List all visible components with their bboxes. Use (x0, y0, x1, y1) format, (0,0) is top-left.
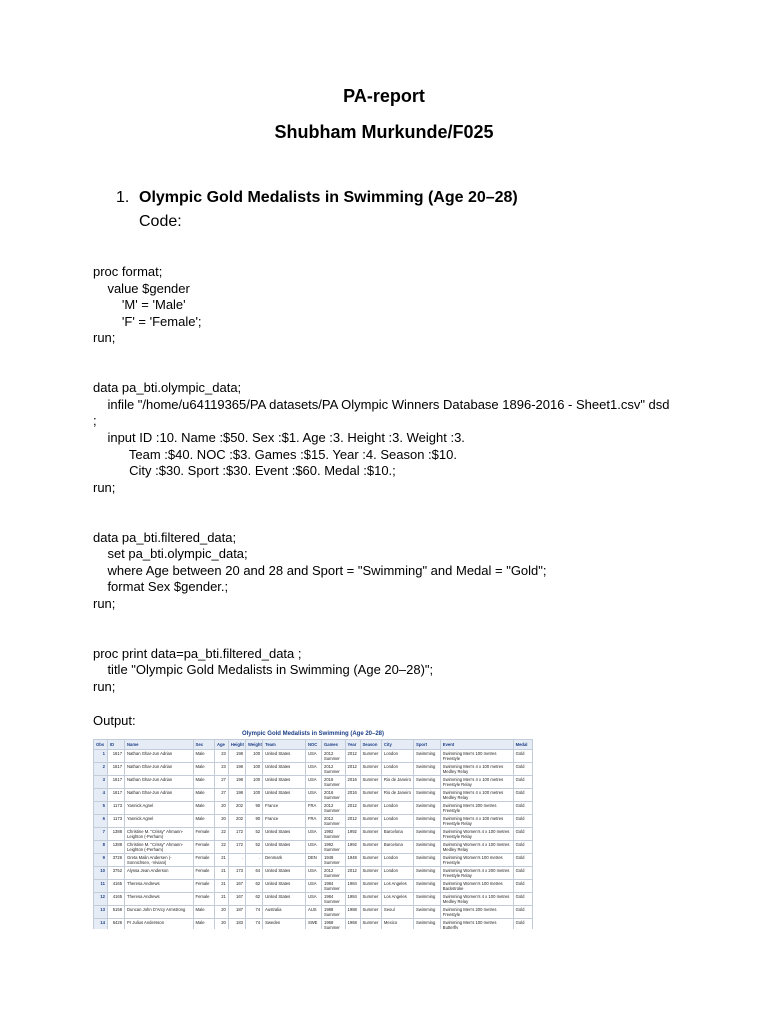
table-cell: Alyssa Jean Anderson (125, 867, 194, 880)
table-cell: United States (263, 880, 306, 893)
table-cell: France (263, 802, 306, 815)
table-cell: 3 (94, 776, 108, 789)
table-cell: Swimming (414, 919, 441, 930)
code-line: 'F' = 'Female'; (93, 313, 202, 329)
table-cell: 1992 Summer (321, 841, 345, 854)
table-cell: 1617 (107, 776, 124, 789)
table-cell: USA (305, 789, 321, 802)
table-row (94, 776, 533, 789)
code-line: proc print data=pa_bti.filtered_data ; (93, 645, 302, 661)
table-cell: Summer (360, 880, 381, 893)
table-cell: Female (193, 828, 214, 841)
output-table-title: Olympic Gold Medalists in Swimming (Age 20–28) (241, 731, 385, 737)
table-cell: 198 (228, 776, 245, 789)
table-cell: AUS (305, 906, 321, 919)
table-cell: 5158 (107, 906, 124, 919)
code-line: infile "/home/u64119365/PA datasets/PA Olympic Winners Database 1896-2016 - Sheet1.csv" dsd (93, 396, 670, 412)
table-cell: Gold (513, 919, 532, 930)
table-cell: Male (193, 802, 214, 815)
code-line: input ID :10. Name :$50. Sex :$1. Age :3. Height :3. Weight :3. (93, 429, 465, 445)
table-cell: Male (193, 919, 214, 930)
table-cell: Gold (513, 893, 532, 906)
table-header-cell: ID (107, 740, 124, 750)
table-cell: Mexico (381, 919, 413, 930)
table-cell: 4 (94, 789, 108, 802)
table-cell: 27 (214, 776, 228, 789)
table-cell: 1968 Summer (321, 919, 345, 930)
table-cell: 1992 Summer (321, 828, 345, 841)
table-cell: 20 (214, 802, 228, 815)
table-cell: Nathan Ghar-Jun Adrian (125, 763, 194, 776)
table-cell: 198 (228, 763, 245, 776)
output-table (93, 739, 533, 929)
code-line: title "Olympic Gold Medalists in Swimming (Age 20–28)"; (93, 662, 434, 678)
table-cell: Barcelona (381, 841, 413, 854)
report-author: Shubham Murkunde/F025 (274, 122, 494, 142)
table-cell: Los Angeles (381, 880, 413, 893)
table-cell: Summer (360, 893, 381, 906)
code-line (93, 364, 693, 381)
code-line: format Sex $gender.; (93, 579, 229, 595)
table-cell: 2016 (345, 776, 360, 789)
table-cell: 1992 (345, 828, 360, 841)
table-cell: Summer (360, 867, 381, 880)
table-cell: 20 (214, 919, 228, 930)
table-cell: 9 (94, 854, 108, 867)
table-row (94, 802, 533, 815)
table-cell: Swimming (414, 880, 441, 893)
table-cell: 183 (228, 919, 245, 930)
table-cell: 1617 (107, 763, 124, 776)
code-line: data pa_bti.filtered_data; (93, 529, 237, 545)
section-number: 1. (116, 189, 130, 206)
table-cell: 12 (94, 893, 108, 906)
table-cell: 202 (228, 815, 245, 828)
table-cell: United States (263, 893, 306, 906)
table-cell: Swimming Women's 4 x 100 metres Freestyle Relay (440, 828, 513, 841)
table-cell: United States (263, 867, 306, 880)
table-cell: United States (263, 776, 306, 789)
table-cell: Gold (513, 828, 532, 841)
table-cell: Swimming Men's 4 x 100 metres Freestyle Relay (440, 815, 513, 828)
table-cell: 172 (228, 841, 245, 854)
table-header-cell: Obs (94, 740, 108, 750)
table-cell: London (381, 815, 413, 828)
table-header-cell: Name (125, 740, 194, 750)
table-header-cell: Sex (193, 740, 214, 750)
table-cell: Los Angeles (381, 893, 413, 906)
table-cell: Summer (360, 802, 381, 815)
code-line: run; (93, 678, 116, 694)
code-line (93, 513, 693, 530)
table-cell: 4165 (107, 880, 124, 893)
table-cell: Summer (360, 815, 381, 828)
output-table-image (93, 729, 533, 929)
table-cell: Summer (360, 763, 381, 776)
code-line: run; (93, 479, 116, 495)
table-cell: Swimming (414, 815, 441, 828)
table-cell: Gold (513, 841, 532, 854)
code-line: Team :$40. NOC :$3. Games :$15. Year :4. Season :$10. (93, 446, 457, 462)
table-cell: Summer (360, 750, 381, 763)
table-cell: Female (193, 867, 214, 880)
section-title: Olympic Gold Medalists in Swimming (Age 20–28) (139, 189, 518, 206)
table-cell: 1388 (107, 828, 124, 841)
code-line (93, 612, 693, 629)
table-cell: 2016 Summer (321, 789, 345, 802)
table-cell: 100 (245, 763, 262, 776)
table-cell: Gold (513, 854, 532, 867)
table-cell: Swimming Women's 100 metres Freestyle (440, 854, 513, 867)
table-cell: FRA (305, 815, 321, 828)
table-header-cell: Sport (414, 740, 441, 750)
table-cell: Swimming Women's 4 x 200 metres Freestyle Relay (440, 867, 513, 880)
table-cell: 62 (245, 880, 262, 893)
code-line: proc format; (93, 264, 163, 279)
table-cell: Male (193, 789, 214, 802)
table-cell: United States (263, 750, 306, 763)
code-label: Code: (139, 213, 182, 230)
table-header-cell: Age (214, 740, 228, 750)
table-cell: Male (193, 815, 214, 828)
table-cell: Swimming Men's 200 metres Freestyle (440, 906, 513, 919)
table-cell: Gold (513, 906, 532, 919)
table-cell: 23 (214, 750, 228, 763)
table-cell: Yannick Agnel (125, 802, 194, 815)
table-cell: 13 (94, 906, 108, 919)
table-cell: USA (305, 750, 321, 763)
table-cell: 3726 (107, 854, 124, 867)
table-header-cell: Games (321, 740, 345, 750)
code-line: ; (93, 413, 97, 429)
table-cell: 172 (228, 828, 245, 841)
table-cell: London (381, 763, 413, 776)
table-cell: SWE (305, 919, 321, 930)
table-cell: 1173 (107, 815, 124, 828)
table-cell: London (381, 854, 413, 867)
table-cell: 90 (245, 815, 262, 828)
table-cell: Gold (513, 763, 532, 776)
table-cell: 187 (228, 906, 245, 919)
table-cell: 52 (245, 828, 262, 841)
table-cell: 1984 (345, 893, 360, 906)
table-cell: 1948 (345, 854, 360, 867)
table-cell: . (245, 854, 262, 867)
table-cell: USA (305, 776, 321, 789)
table-cell: Summer (360, 828, 381, 841)
table-cell: London (381, 750, 413, 763)
table-row (94, 906, 533, 919)
table-cell: 22 (214, 841, 228, 854)
table-header-row (94, 740, 533, 750)
table-cell: 11 (94, 880, 108, 893)
table-cell: France (263, 815, 306, 828)
table-cell: 1984 Summer (321, 880, 345, 893)
table-cell: Christine M. "Crissy" Ahmann-Leighton (-Perham) (125, 841, 194, 854)
table-cell: 1617 (107, 750, 124, 763)
table-cell: 1988 (345, 906, 360, 919)
table-cell: Rio de Janeiro (381, 789, 413, 802)
table-cell: Swimming (414, 828, 441, 841)
table-cell: Swimming Men's 100 metres Freestyle (440, 750, 513, 763)
table-cell: 1992 (345, 841, 360, 854)
table-cell: 167 (228, 880, 245, 893)
table-header-cell: NOC (305, 740, 321, 750)
table-cell: London (381, 867, 413, 880)
table-cell: 74 (245, 919, 262, 930)
table-cell: 1617 (107, 789, 124, 802)
table-header-cell: City (381, 740, 413, 750)
table-cell: 1984 Summer (321, 893, 345, 906)
table-row (94, 893, 533, 906)
table-cell: 10 (94, 867, 108, 880)
table-cell: USA (305, 893, 321, 906)
table-cell: 14 (94, 919, 108, 930)
code-line: value $gender (93, 280, 190, 296)
table-cell: Swimming (414, 789, 441, 802)
table-cell: Gold (513, 776, 532, 789)
table-cell: Swimming (414, 841, 441, 854)
table-cell: 1948 Summer (321, 854, 345, 867)
code-line: run; (93, 330, 116, 346)
table-cell: 1173 (107, 802, 124, 815)
table-cell: United States (263, 763, 306, 776)
table-cell: Yannick Agnel (125, 815, 194, 828)
output-label: Output: (93, 713, 136, 728)
table-cell: Swimming (414, 893, 441, 906)
table-cell: 62 (245, 893, 262, 906)
table-cell: Theresa Andrews (125, 880, 194, 893)
table-cell: 7 (94, 828, 108, 841)
table-cell: Summer (360, 841, 381, 854)
table-cell: 2012 (345, 763, 360, 776)
table-cell: Swimming (414, 906, 441, 919)
code-line: City :$30. Sport :$30. Event :$60. Medal :$10.; (93, 463, 396, 479)
table-cell: 21 (214, 867, 228, 880)
table-cell: 2012 (345, 750, 360, 763)
table-cell: 22 (214, 828, 228, 841)
report-title: PA-report (343, 86, 425, 106)
table-cell: 21 (214, 880, 228, 893)
table-cell: Swimming Men's 200 metres Freestyle (440, 802, 513, 815)
table-cell: 167 (228, 893, 245, 906)
table-row (94, 763, 533, 776)
table-cell: 2012 (345, 815, 360, 828)
code-block (93, 264, 693, 695)
table-cell: Summer (360, 919, 381, 930)
table-cell: USA (305, 841, 321, 854)
table-cell: Gold (513, 750, 532, 763)
table-cell: Swimming Men's 100 metres Butterfly (440, 919, 513, 930)
table-cell: Greta Malin Andersen (-Sonnichsen, -Viviani) (125, 854, 194, 867)
table-cell: United States (263, 828, 306, 841)
table-cell: 23 (214, 763, 228, 776)
table-cell: Gold (513, 789, 532, 802)
table-row (94, 867, 533, 880)
table-cell: Swimming (414, 854, 441, 867)
table-cell: Seoul (381, 906, 413, 919)
table-row (94, 919, 533, 930)
table-cell: 2012 Summer (321, 802, 345, 815)
table-cell: Swimming (414, 750, 441, 763)
table-cell: Swimming Women's 100 metres Backstroke (440, 880, 513, 893)
table-cell: Summer (360, 854, 381, 867)
table-cell: 6426 (107, 919, 124, 930)
code-line (93, 347, 693, 364)
table-cell: 1984 (345, 880, 360, 893)
table-cell: 198 (228, 789, 245, 802)
table-cell: 202 (228, 802, 245, 815)
table-cell: 90 (245, 802, 262, 815)
table-cell: Theresa Andrews (125, 893, 194, 906)
code-line: 'M' = 'Male' (93, 297, 186, 313)
table-cell: 2012 Summer (321, 750, 345, 763)
table-cell: Swimming Women's 4 x 100 metres Medley Relay (440, 893, 513, 906)
table-cell: 21 (214, 854, 228, 867)
table-cell: Swimming (414, 776, 441, 789)
table-cell: Australia (263, 906, 306, 919)
code-line: run; (93, 595, 116, 611)
code-line: where Age between 20 and 28 and Sport = "Swimming" and Medal = "Gold"; (93, 562, 547, 578)
table-cell: Sweden (263, 919, 306, 930)
table-row (94, 854, 533, 867)
table-cell: Nathan Ghar-Jun Adrian (125, 776, 194, 789)
table-cell: Duncan John D'Arcy Armstrong (125, 906, 194, 919)
table-cell: United States (263, 841, 306, 854)
table-cell: London (381, 802, 413, 815)
table-cell: 2016 Summer (321, 776, 345, 789)
table-cell: 5 (94, 802, 108, 815)
table-cell: 173 (228, 867, 245, 880)
table-cell: Barcelona (381, 828, 413, 841)
table-header-cell: Medal (513, 740, 532, 750)
table-cell: Male (193, 750, 214, 763)
table-cell: Female (193, 841, 214, 854)
table-cell: 2016 (345, 789, 360, 802)
table-cell: Pr Julius Andersson (125, 919, 194, 930)
table-cell: Male (193, 763, 214, 776)
table-row (94, 789, 533, 802)
table-cell: 2012 (345, 802, 360, 815)
table-header-cell: Year (345, 740, 360, 750)
table-cell: 3752 (107, 867, 124, 880)
table-cell: Swimming Women's 4 x 100 metres Medley Relay (440, 841, 513, 854)
table-cell: 6 (94, 815, 108, 828)
table-row (94, 750, 533, 763)
table-cell: 8 (94, 841, 108, 854)
table-cell: Rio de Janeiro (381, 776, 413, 789)
table-header-cell: Weight (245, 740, 262, 750)
table-cell: 20 (214, 906, 228, 919)
table-cell: 2012 Summer (321, 867, 345, 880)
table-cell: Summer (360, 906, 381, 919)
table-cell: Summer (360, 789, 381, 802)
table-cell: Christine M. "Crissy" Ahmann-Leighton (-Perham) (125, 828, 194, 841)
table-cell: 52 (245, 841, 262, 854)
table-cell: USA (305, 867, 321, 880)
table-cell: Swimming (414, 802, 441, 815)
table-cell: USA (305, 880, 321, 893)
table-header-cell: Event (440, 740, 513, 750)
table-cell: 1988 Summer (321, 906, 345, 919)
table-cell: Gold (513, 815, 532, 828)
table-cell: 2012 Summer (321, 815, 345, 828)
code-line: set pa_bti.olympic_data; (93, 546, 248, 562)
table-cell: Denmark (263, 854, 306, 867)
table-cell: 27 (214, 789, 228, 802)
table-cell: 100 (245, 789, 262, 802)
table-cell: 20 (214, 815, 228, 828)
table-cell: Female (193, 893, 214, 906)
table-cell: 64 (245, 867, 262, 880)
table-cell: Swimming (414, 763, 441, 776)
table-cell: . (228, 854, 245, 867)
table-cell: Male (193, 776, 214, 789)
table-cell: 4165 (107, 893, 124, 906)
table-row (94, 880, 533, 893)
table-cell: DEN (305, 854, 321, 867)
table-cell: United States (263, 789, 306, 802)
table-cell: 2012 Summer (321, 763, 345, 776)
table-row (94, 841, 533, 854)
table-cell: USA (305, 763, 321, 776)
table-cell: Swimming (414, 867, 441, 880)
table-cell: 100 (245, 750, 262, 763)
table-cell: Summer (360, 776, 381, 789)
table-cell: 2 (94, 763, 108, 776)
table-header-cell: Season (360, 740, 381, 750)
table-cell: Swimming Men's 4 x 100 metres Freestyle Relay (440, 776, 513, 789)
table-cell: Male (193, 906, 214, 919)
table-cell: USA (305, 828, 321, 841)
table-cell: Gold (513, 867, 532, 880)
table-cell: Swimming Men's 4 x 100 metres Medley Relay (440, 763, 513, 776)
table-cell: 2012 (345, 867, 360, 880)
table-header-cell: Height (228, 740, 245, 750)
table-cell: 198 (228, 750, 245, 763)
table-row (94, 815, 533, 828)
table-cell: Swimming Men's 4 x 100 metres Medley Relay (440, 789, 513, 802)
table-cell: 100 (245, 776, 262, 789)
table-header-cell: Team (263, 740, 306, 750)
table-cell: 21 (214, 893, 228, 906)
table-cell: Gold (513, 802, 532, 815)
table-cell: Nathan Ghar-Jun Adrian (125, 789, 194, 802)
table-cell: 1968 (345, 919, 360, 930)
table-cell: 1388 (107, 841, 124, 854)
table-cell: FRA (305, 802, 321, 815)
table-cell: 1 (94, 750, 108, 763)
code-line: data pa_bti.olympic_data; (93, 380, 242, 396)
table-cell: Female (193, 880, 214, 893)
table-cell: Nathan Ghar-Jun Adrian (125, 750, 194, 763)
table-cell: Gold (513, 880, 532, 893)
table-cell: Female (193, 854, 214, 867)
code-line (93, 629, 693, 646)
table-cell: 74 (245, 906, 262, 919)
code-line (93, 496, 693, 513)
table-row (94, 828, 533, 841)
